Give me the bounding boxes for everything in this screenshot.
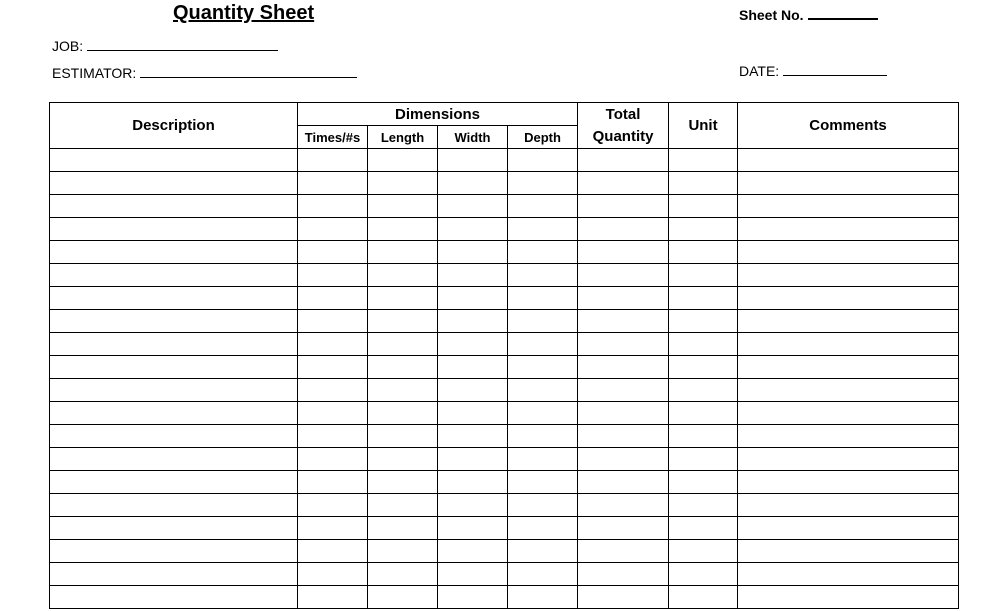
- description-cell[interactable]: [50, 540, 298, 563]
- depth-cell[interactable]: [508, 264, 578, 287]
- depth-cell[interactable]: [508, 241, 578, 264]
- column-header-comments: Comments: [738, 103, 959, 149]
- estimator-label: ESTIMATOR:: [52, 65, 137, 81]
- description-cell[interactable]: [50, 563, 298, 586]
- table-row: [50, 264, 959, 287]
- description-cell[interactable]: [50, 149, 298, 172]
- times-cell[interactable]: [298, 517, 368, 540]
- table-row: [50, 172, 959, 195]
- table-row: [50, 494, 959, 517]
- unit-cell[interactable]: [669, 448, 738, 471]
- times-cell[interactable]: [298, 310, 368, 333]
- description-cell[interactable]: [50, 402, 298, 425]
- length-cell[interactable]: [368, 264, 438, 287]
- page-title: Quantity Sheet: [173, 2, 315, 24]
- times-cell[interactable]: [298, 149, 368, 172]
- sheet-number-blank[interactable]: [808, 6, 878, 20]
- table-row: [50, 287, 959, 310]
- width-cell[interactable]: [438, 149, 508, 172]
- table-row: [50, 448, 959, 471]
- width-cell[interactable]: [438, 241, 508, 264]
- unit-cell[interactable]: [669, 586, 738, 609]
- total-quantity-cell[interactable]: [578, 218, 669, 241]
- comments-cell[interactable]: [738, 333, 959, 356]
- length-cell[interactable]: [368, 333, 438, 356]
- description-cell[interactable]: [50, 471, 298, 494]
- quantity-label: Quantity: [592, 127, 654, 145]
- table-row: [50, 379, 959, 402]
- times-cell[interactable]: [298, 218, 368, 241]
- comments-cell[interactable]: [738, 517, 959, 540]
- total-quantity-cell[interactable]: [578, 333, 669, 356]
- total-quantity-cell[interactable]: [578, 356, 669, 379]
- depth-cell[interactable]: [508, 310, 578, 333]
- times-cell[interactable]: [298, 425, 368, 448]
- date-blank[interactable]: [783, 63, 887, 76]
- length-cell[interactable]: [368, 218, 438, 241]
- table-row: [50, 471, 959, 494]
- total-quantity-cell[interactable]: [578, 172, 669, 195]
- total-quantity-cell[interactable]: [578, 241, 669, 264]
- width-cell[interactable]: [438, 563, 508, 586]
- width-cell[interactable]: [438, 195, 508, 218]
- table-row: [50, 149, 959, 172]
- comments-cell[interactable]: [738, 264, 959, 287]
- width-cell[interactable]: [438, 402, 508, 425]
- width-cell[interactable]: [438, 218, 508, 241]
- total-quantity-cell[interactable]: [578, 586, 669, 609]
- unit-cell[interactable]: [669, 402, 738, 425]
- width-cell[interactable]: [438, 333, 508, 356]
- length-cell[interactable]: [368, 494, 438, 517]
- times-cell[interactable]: [298, 563, 368, 586]
- unit-cell[interactable]: [669, 540, 738, 563]
- depth-cell[interactable]: [508, 333, 578, 356]
- table-row: [50, 517, 959, 540]
- total-quantity-cell[interactable]: [578, 149, 669, 172]
- width-cell[interactable]: [438, 264, 508, 287]
- width-cell[interactable]: [438, 517, 508, 540]
- comments-cell[interactable]: [738, 494, 959, 517]
- total-quantity-cell[interactable]: [578, 563, 669, 586]
- times-cell[interactable]: [298, 494, 368, 517]
- depth-cell[interactable]: [508, 586, 578, 609]
- length-cell[interactable]: [368, 586, 438, 609]
- date-label: DATE:: [739, 63, 780, 79]
- description-cell[interactable]: [50, 333, 298, 356]
- sheet-number-label: Sheet No.: [739, 7, 804, 23]
- description-cell[interactable]: [50, 172, 298, 195]
- depth-cell[interactable]: [508, 494, 578, 517]
- times-cell[interactable]: [298, 264, 368, 287]
- comments-cell[interactable]: [738, 149, 959, 172]
- comments-cell[interactable]: [738, 356, 959, 379]
- width-cell[interactable]: [438, 379, 508, 402]
- length-cell[interactable]: [368, 563, 438, 586]
- description-cell[interactable]: [50, 287, 298, 310]
- unit-cell[interactable]: [669, 172, 738, 195]
- description-cell[interactable]: [50, 264, 298, 287]
- length-cell[interactable]: [368, 172, 438, 195]
- table-row: [50, 310, 959, 333]
- column-header-depth: Depth: [508, 126, 578, 149]
- description-cell[interactable]: [50, 195, 298, 218]
- length-cell[interactable]: [368, 471, 438, 494]
- table-row: [50, 586, 959, 609]
- comments-cell[interactable]: [738, 379, 959, 402]
- comments-cell[interactable]: [738, 540, 959, 563]
- comments-cell[interactable]: [738, 195, 959, 218]
- comments-cell[interactable]: [738, 218, 959, 241]
- column-header-times: Times/#s: [298, 126, 368, 149]
- unit-cell[interactable]: [669, 195, 738, 218]
- total-quantity-cell[interactable]: [578, 310, 669, 333]
- comments-cell[interactable]: [738, 448, 959, 471]
- depth-cell[interactable]: [508, 563, 578, 586]
- times-cell[interactable]: [298, 379, 368, 402]
- description-cell[interactable]: [50, 425, 298, 448]
- depth-cell[interactable]: [508, 172, 578, 195]
- table-row: [50, 241, 959, 264]
- unit-cell[interactable]: [669, 310, 738, 333]
- table-row: [50, 195, 959, 218]
- total-quantity-cell[interactable]: [578, 517, 669, 540]
- description-cell[interactable]: [50, 448, 298, 471]
- description-cell[interactable]: [50, 379, 298, 402]
- unit-cell[interactable]: [669, 471, 738, 494]
- column-header-length: Length: [368, 126, 438, 149]
- unit-cell[interactable]: [669, 333, 738, 356]
- comments-cell[interactable]: [738, 563, 959, 586]
- depth-cell[interactable]: [508, 218, 578, 241]
- comments-cell[interactable]: [738, 172, 959, 195]
- quantity-table: [49, 102, 959, 609]
- depth-cell[interactable]: [508, 540, 578, 563]
- unit-cell[interactable]: [669, 494, 738, 517]
- total-quantity-cell[interactable]: [578, 264, 669, 287]
- length-cell[interactable]: [368, 402, 438, 425]
- total-quantity-cell[interactable]: [578, 425, 669, 448]
- job-field[interactable]: [52, 38, 278, 54]
- table-row: [50, 218, 959, 241]
- unit-cell[interactable]: [669, 287, 738, 310]
- depth-cell[interactable]: [508, 471, 578, 494]
- table-row: [50, 356, 959, 379]
- comments-cell[interactable]: [738, 402, 959, 425]
- length-cell[interactable]: [368, 287, 438, 310]
- length-cell[interactable]: [368, 149, 438, 172]
- table-row: [50, 563, 959, 586]
- depth-cell[interactable]: [508, 149, 578, 172]
- width-cell[interactable]: [438, 471, 508, 494]
- comments-cell[interactable]: [738, 471, 959, 494]
- sheet-number-field[interactable]: [739, 6, 878, 23]
- length-cell[interactable]: [368, 379, 438, 402]
- total-quantity-cell[interactable]: [578, 402, 669, 425]
- total-quantity-cell[interactable]: [578, 287, 669, 310]
- width-cell[interactable]: [438, 448, 508, 471]
- length-cell[interactable]: [368, 195, 438, 218]
- times-cell[interactable]: [298, 287, 368, 310]
- length-cell[interactable]: [368, 310, 438, 333]
- times-cell[interactable]: [298, 402, 368, 425]
- length-cell[interactable]: [368, 540, 438, 563]
- description-cell[interactable]: [50, 494, 298, 517]
- table-row: [50, 540, 959, 563]
- depth-cell[interactable]: [508, 195, 578, 218]
- depth-cell[interactable]: [508, 402, 578, 425]
- description-cell[interactable]: [50, 218, 298, 241]
- width-cell[interactable]: [438, 586, 508, 609]
- width-cell[interactable]: [438, 494, 508, 517]
- length-cell[interactable]: [368, 356, 438, 379]
- width-cell[interactable]: [438, 540, 508, 563]
- table-row: [50, 402, 959, 425]
- total-quantity-cell[interactable]: [578, 195, 669, 218]
- column-header-total-quantity: [578, 103, 669, 149]
- times-cell[interactable]: [298, 172, 368, 195]
- comments-cell[interactable]: [738, 425, 959, 448]
- width-cell[interactable]: [438, 287, 508, 310]
- length-cell[interactable]: [368, 448, 438, 471]
- depth-cell[interactable]: [508, 287, 578, 310]
- times-cell[interactable]: [298, 333, 368, 356]
- estimator-blank[interactable]: [140, 65, 357, 78]
- length-cell[interactable]: [368, 241, 438, 264]
- table-body: [50, 149, 959, 609]
- unit-cell[interactable]: [669, 425, 738, 448]
- times-cell[interactable]: [298, 356, 368, 379]
- job-blank[interactable]: [87, 38, 278, 51]
- description-cell[interactable]: [50, 241, 298, 264]
- depth-cell[interactable]: [508, 379, 578, 402]
- unit-cell[interactable]: [669, 563, 738, 586]
- times-cell[interactable]: [298, 471, 368, 494]
- column-header-unit: Unit: [669, 103, 738, 149]
- total-quantity-cell[interactable]: [578, 448, 669, 471]
- unit-cell[interactable]: [669, 218, 738, 241]
- total-quantity-cell[interactable]: [578, 471, 669, 494]
- description-cell[interactable]: [50, 517, 298, 540]
- length-cell[interactable]: [368, 517, 438, 540]
- description-cell[interactable]: [50, 310, 298, 333]
- width-cell[interactable]: [438, 172, 508, 195]
- total-quantity-cell[interactable]: [578, 379, 669, 402]
- comments-cell[interactable]: [738, 287, 959, 310]
- column-header-width: Width: [438, 126, 508, 149]
- depth-cell[interactable]: [508, 448, 578, 471]
- estimator-field[interactable]: [52, 65, 357, 81]
- depth-cell[interactable]: [508, 425, 578, 448]
- unit-cell[interactable]: [669, 356, 738, 379]
- table-row: [50, 425, 959, 448]
- total-label: Total: [605, 105, 641, 123]
- unit-cell[interactable]: [669, 379, 738, 402]
- times-cell[interactable]: [298, 540, 368, 563]
- width-cell[interactable]: [438, 425, 508, 448]
- description-cell[interactable]: [50, 586, 298, 609]
- column-header-dimensions: Dimensions: [298, 103, 578, 126]
- depth-cell[interactable]: [508, 517, 578, 540]
- times-cell[interactable]: [298, 448, 368, 471]
- column-header-description: Description: [50, 103, 298, 149]
- comments-cell[interactable]: [738, 310, 959, 333]
- length-cell[interactable]: [368, 425, 438, 448]
- unit-cell[interactable]: [669, 241, 738, 264]
- times-cell[interactable]: [298, 241, 368, 264]
- table-row: [50, 333, 959, 356]
- times-cell[interactable]: [298, 195, 368, 218]
- unit-cell[interactable]: [669, 149, 738, 172]
- depth-cell[interactable]: [508, 356, 578, 379]
- width-cell[interactable]: [438, 310, 508, 333]
- times-cell[interactable]: [298, 586, 368, 609]
- comments-cell[interactable]: [738, 241, 959, 264]
- unit-cell[interactable]: [669, 517, 738, 540]
- description-cell[interactable]: [50, 356, 298, 379]
- total-quantity-cell[interactable]: [578, 494, 669, 517]
- unit-cell[interactable]: [669, 264, 738, 287]
- width-cell[interactable]: [438, 356, 508, 379]
- total-quantity-cell[interactable]: [578, 540, 669, 563]
- comments-cell[interactable]: [738, 586, 959, 609]
- job-label: JOB:: [52, 38, 84, 54]
- date-field[interactable]: [739, 63, 887, 79]
